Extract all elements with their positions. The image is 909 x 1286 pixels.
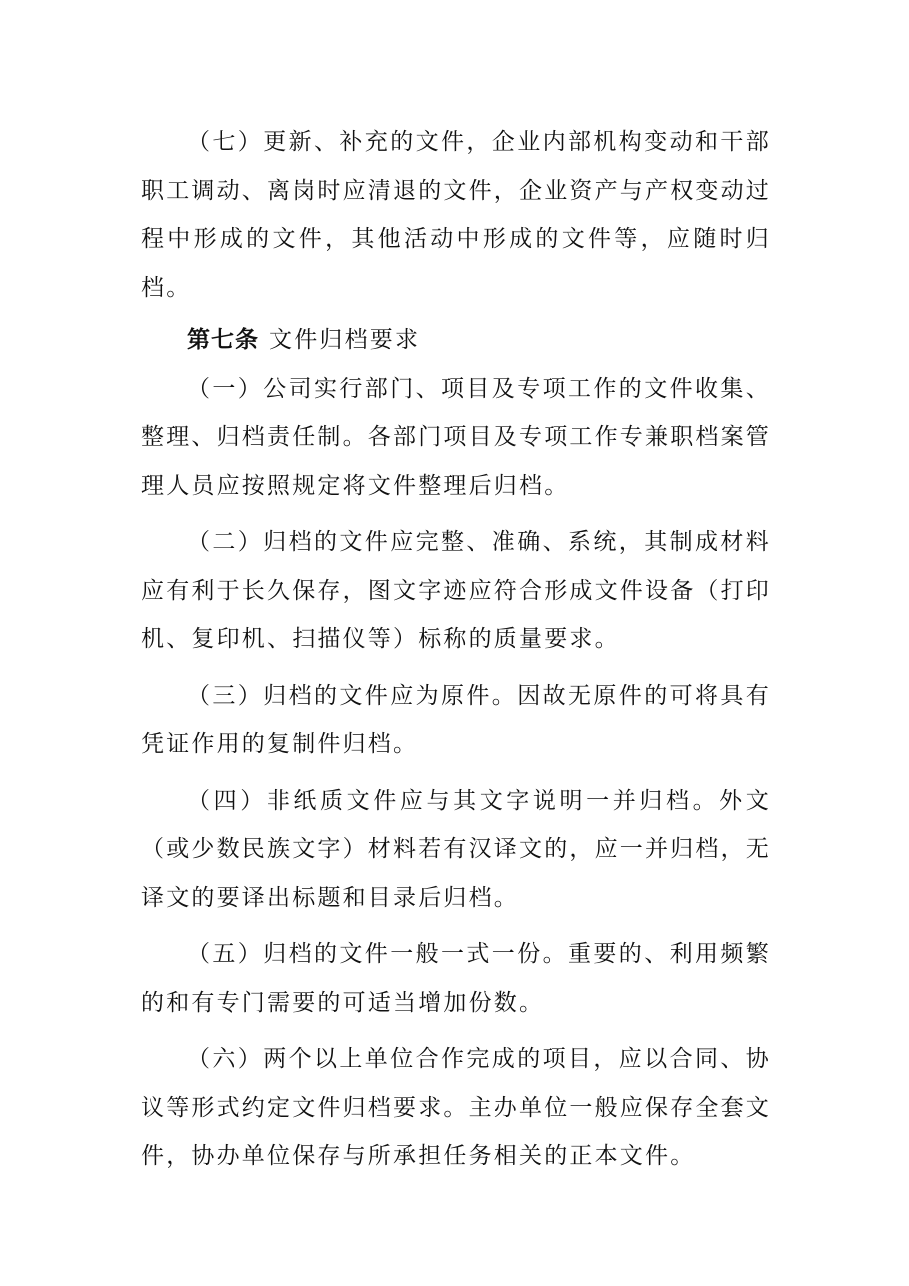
requirement-item-3: （三）归档的文件应为原件。因故无原件的可将具有凭证作用的复制件归档。: [141, 682, 771, 757]
requirement-item-6: （六）两个以上单位合作完成的项目，应以合同、协议等形式约定文件归档要求。主办单位一般应保存全套文件，协办单位保存与所承担任务相关的正本文件。: [141, 1046, 771, 1169]
article-title: 文件归档要求: [269, 327, 421, 353]
article-number: 第七条: [187, 327, 259, 353]
article-heading: [141, 316, 771, 365]
requirement-item-1: （一）公司实行部门、项目及专项工作的文件收集、整理、归档责任制。各部门项目及专项工作专兼职档案管理人员应按照规定将文件整理后归档。: [141, 375, 771, 499]
requirement-item-2: （二）归档的文件应完整、准确、系统，其制成材料应有利于长久保存，图文字迹应符合形成文件设备（打印机、复印机、扫描仪等）标称的质量要求。: [141, 529, 771, 652]
requirement-item-5: （五）归档的文件一般一式一份。重要的、利用频繁的和有专门需要的可适当增加份数。: [141, 941, 771, 1016]
requirement-item-4: （四）非纸质文件应与其文字说明一并归档。外文（或少数民族文字）材料若有汉译文的，应一并归档，无译文的要译出标题和目录后归档。: [141, 787, 771, 911]
document-page: [141, 118, 771, 1181]
paragraph-item-7: （七）更新、补充的文件，企业内部机构变动和干部职工调动、离岗时应清退的文件，企业资产与产权变动过程中形成的文件，其他活动中形成的文件等，应随时归档。: [141, 129, 771, 301]
